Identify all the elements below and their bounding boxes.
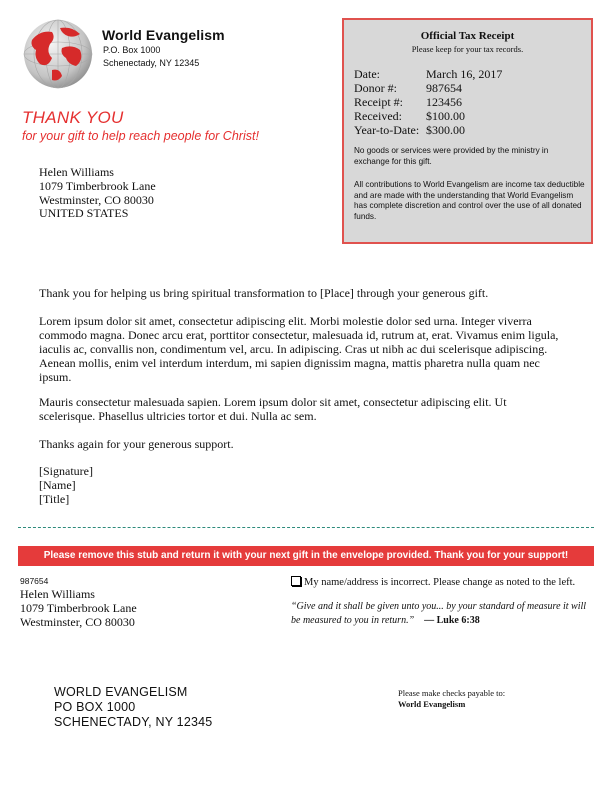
stub-donor-city: Westminster, CO 80030 (20, 615, 135, 629)
title-placeholder: [Title] (39, 492, 70, 506)
checks-payable-name: World Evangelism (398, 699, 466, 709)
tax-receipt-box (342, 18, 593, 244)
receipt-value: $300.00 (426, 123, 465, 137)
donor-address-block (39, 166, 156, 221)
receipt-value: 123456 (426, 95, 462, 109)
donor-street: 1079 Timberbrook Lane (39, 178, 156, 193)
receipt-subtitle: Please keep for your tax records. (411, 44, 524, 54)
mail-line-1: WORLD EVANGELISM (54, 685, 188, 699)
receipt-value: 987654 (426, 81, 462, 95)
receipt-label: Donor #: (354, 81, 397, 95)
org-address-line1: P.O. Box 1000 (103, 45, 161, 55)
quote-text: “Give and it shall be given unto you... by your standard of measure it will be measured to you in return.” (291, 601, 587, 626)
receipt-value: March 16, 2017 (426, 67, 503, 81)
address-correction-option[interactable] (291, 576, 575, 588)
receipt-label: Receipt #: (354, 95, 403, 109)
mail-line-3: SCHENECTADY, NY 12345 (54, 715, 213, 729)
donor-country: UNITED STATES (39, 206, 129, 221)
receipt-note-deductible: All contributions to World Evangelism are income tax deductible and are made with the understanding that World Evangelism has complete discretion and control over the use of all donated funds. (354, 180, 585, 221)
receipt-title: Official Tax Receipt (420, 30, 515, 42)
letter-paragraph-3: Mauris consectetur malesuada sapien. Lorem ipsum dolor sit amet, consectetur adipiscing elit. Ut scelerisque. Phasellus ultricies tortor et dui. Nulla ac sem. (39, 395, 507, 423)
donor-city: Westminster, CO 80030 (39, 192, 154, 207)
signature-block (39, 464, 559, 506)
org-name: World Evangelism (102, 27, 225, 43)
tear-off-line (18, 527, 594, 528)
org-address-line2: Schenectady, NY 12345 (103, 58, 200, 68)
return-mailing-address (54, 685, 212, 730)
address-incorrect-checkbox[interactable] (291, 576, 301, 586)
receipt-row-ytd (354, 123, 465, 138)
mail-line-2: PO BOX 1000 (54, 700, 136, 714)
receipt-label: Received: (354, 109, 402, 123)
receipt-row-date (354, 67, 502, 82)
globe-icon (22, 18, 94, 90)
stub-instruction-banner: Please remove this stub and return it with your next gift in the envelope provided. Thank you for your support! (18, 546, 594, 566)
quote-reference: — Luke 6:38 (424, 615, 480, 626)
receipt-label: Date: (354, 67, 380, 81)
stub-address-block (20, 587, 137, 629)
checks-payable-label: Please make checks payable to: (398, 688, 506, 698)
signature-placeholder: [Signature] (39, 464, 93, 478)
receipt-row-receipt (354, 95, 462, 110)
letter-paragraph-4: Thanks again for your generous support. (39, 437, 234, 451)
scripture-quote (291, 600, 591, 628)
stub-donor-id: 987654 (20, 576, 49, 586)
receipt-note-no-goods: No goods or services were provided by the ministry in exchange for this gift. (354, 146, 549, 166)
name-placeholder: [Name] (39, 478, 76, 492)
stub-donor-name: Helen Williams (20, 587, 95, 601)
receipt-value: $100.00 (426, 109, 465, 123)
donor-name: Helen Williams (39, 165, 114, 179)
receipt-row-received (354, 109, 465, 124)
receipt-row-donor (354, 81, 462, 96)
thank-you-heading: THANK YOU (22, 108, 124, 127)
letter-paragraph-1: Thank you for helping us bring spiritual transformation to [Place] through your generous gift. (39, 286, 489, 300)
letter-paragraph-2: Lorem ipsum dolor sit amet, consectetur adipiscing elit. Morbi molestie dolor sed urna. Integer viverra commodo magna. Donec arcu erat, porttitor consectetur, malesuada id, rutrum at, erat. Vivamus enim ligula, iaculis ac, convallis non, condimentum vel, arcu. In adipiscing. Cras ut nibh ac dui scelerisque adipiscing. Aenean mollis, enim vel interdum interdum, mi sapien dignissim magna, mattis pharetra nulla quam nec ipsum. (39, 314, 559, 384)
address-incorrect-label: My name/address is incorrect. Please change as noted to the left. (304, 577, 576, 588)
stub-donor-street: 1079 Timberbrook Lane (20, 601, 137, 615)
receipt-label: Year-to-Date: (354, 123, 420, 137)
thank-you-subheading: for your gift to help reach people for Christ! (22, 129, 259, 143)
